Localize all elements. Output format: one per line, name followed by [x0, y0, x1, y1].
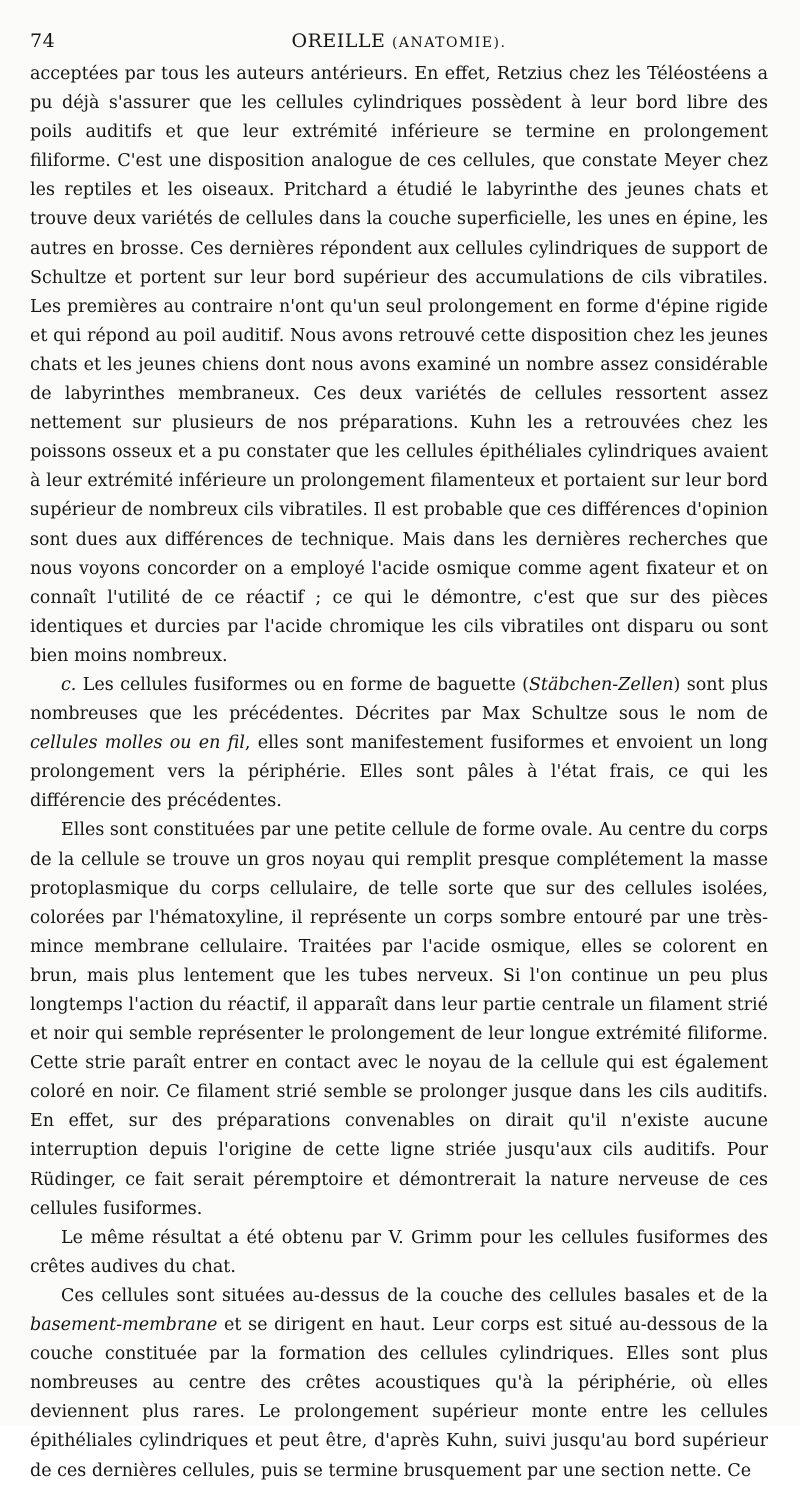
italic-text: Stäbchen-Zellen [528, 674, 674, 695]
paragraph [30, 671, 768, 816]
text-run: Le même résultat a été obtenu par V. Grimm pour les cellules fusiformes des crêtes audives du chat. [30, 1227, 768, 1277]
italic-text: c. [61, 674, 77, 695]
text-run: Ces cellules sont situées au-dessus de la couche des cellules basales et de la [61, 1285, 768, 1306]
paragraph [30, 1282, 768, 1486]
page-header [30, 30, 768, 60]
text-run: Les cellules fusiformes ou en forme de baguette ( [76, 674, 529, 695]
paragraph [30, 1224, 768, 1282]
italic-text: cellules molles ou en fil [30, 733, 245, 754]
running-title-main: OREILLE [291, 30, 386, 52]
page-number: 74 [30, 30, 56, 52]
text-run: Elles sont constituées par une petite cellule de forme ovale. Au centre du corps de la cellule se trouve un gros noyau qui remplit presque complétement la masse protoplasmique du corps cellulaire, de telle sorte que sur des cellules isolées, colorées par l'hématoxyline, il représente un corps sombre entouré par une très-mince membrane cellulaire. Traitées par l'acide osmique, elles se colorent en brun, mais plus lentement que les tubes nerveux. Si l'on continue un peu plus longtemps l'action du réactif, il apparaît dans leur partie centrale un filament strié et noir qui semble représenter le prolongement de leur longue extrémité filiforme. Cette strie paraît entrer en contact avec le noyau de la cellule qui est également coloré en noir. Ce filament strié semble se prolonger jusque dans les cils auditifs. En effet, sur des préparations convenables on dirait qu'il n'existe aucune interruption depuis l'origine de cette ligne striée jusqu'aux cils auditifs. Pour Rüdinger, ce fait serait péremptoire et démontrerait la nature nerveuse de ces cellules fusiformes. [30, 820, 768, 1219]
paragraph [30, 816, 768, 1223]
body-text [30, 60, 768, 1486]
running-title [30, 30, 768, 52]
text-run: et se dirigent en haut. Leur corps est situé au-dessous de la couche constituée par la formation des cellules cylindriques. Elles sont plus nombreuses au centre des crêtes acoustiques qu'à la périphérie, où elles deviennent plus rares. Le prolongement supérieur monte entre les cellules épithéliales cylindriques et peut être, d'après Kuhn, suivi jusqu'au bord supérieur de ces dernières cellules, puis se termine brusquement par une section nette. Ce [30, 1315, 768, 1481]
paragraph [30, 60, 768, 671]
italic-text: basement-membrane [30, 1315, 218, 1336]
text-run: ) sont plus nombreuses que les précédentes. Décrites par Max Schultze sous le nom de [30, 674, 768, 725]
text-run: acceptées par tous les auteurs antérieurs. En effet, Retzius chez les Téléostéens a pu déjà s'assurer que les cellules cylindriques possèdent à leur bord libre des poils auditifs et que leur extrémité inférieure se termine en prolongement filiforme. C'est une disposition analogue de ces cellules, que constate Meyer chez les reptiles et les oiseaux. Pritchard a étudié le labyrinthe des jeunes chats et trouve deux variétés de cellules dans la couche superficielle, les unes en épine, les autres en brosse. Ces dernières répondent aux cellules cylindriques de support de Schultze et portent sur leur bord supérieur des accumulations de cils vibratiles. Les premières au contraire n'ont qu'un seul prolongement en forme d'épine rigide et qui répond au poil auditif. Nous avons retrouvé cette disposition chez les jeunes chats et les jeunes chiens dont nous avons examiné un nombre assez considérable de labyrinthes membraneux. Ces deux variétés de cellules ressortent assez nettement sur plusieurs de nos préparations. Kuhn les a retrouvées chez les poissons osseux et a pu constater que les cellules épithéliales cylindriques avaient à leur extrémité inférieure un prolongement filamenteux et portaient sur leur bord supérieur de nombreux cils vibratiles. Il est probable que ces différences d'opinion sont dues aux différences de technique. Mais dans les dernières recherches que nous voyons concorder on a employé l'acide osmique comme agent fixateur et on connaît l'utilité de ce réactif ; ce qui le démontre, c'est que sur des pièces identiques et durcies par l'acide chromique les cils vibratiles ont disparu ou sont bien moins nombreux. [30, 64, 768, 666]
running-title-subtitle: (ANATOMIE). [391, 35, 507, 51]
text-run: , elles sont manifestement fusiformes et envoient un long prolongement vers la périphérie. Elles sont pâles à l'état frais, ce qui les différencie des précédentes. [30, 733, 769, 812]
